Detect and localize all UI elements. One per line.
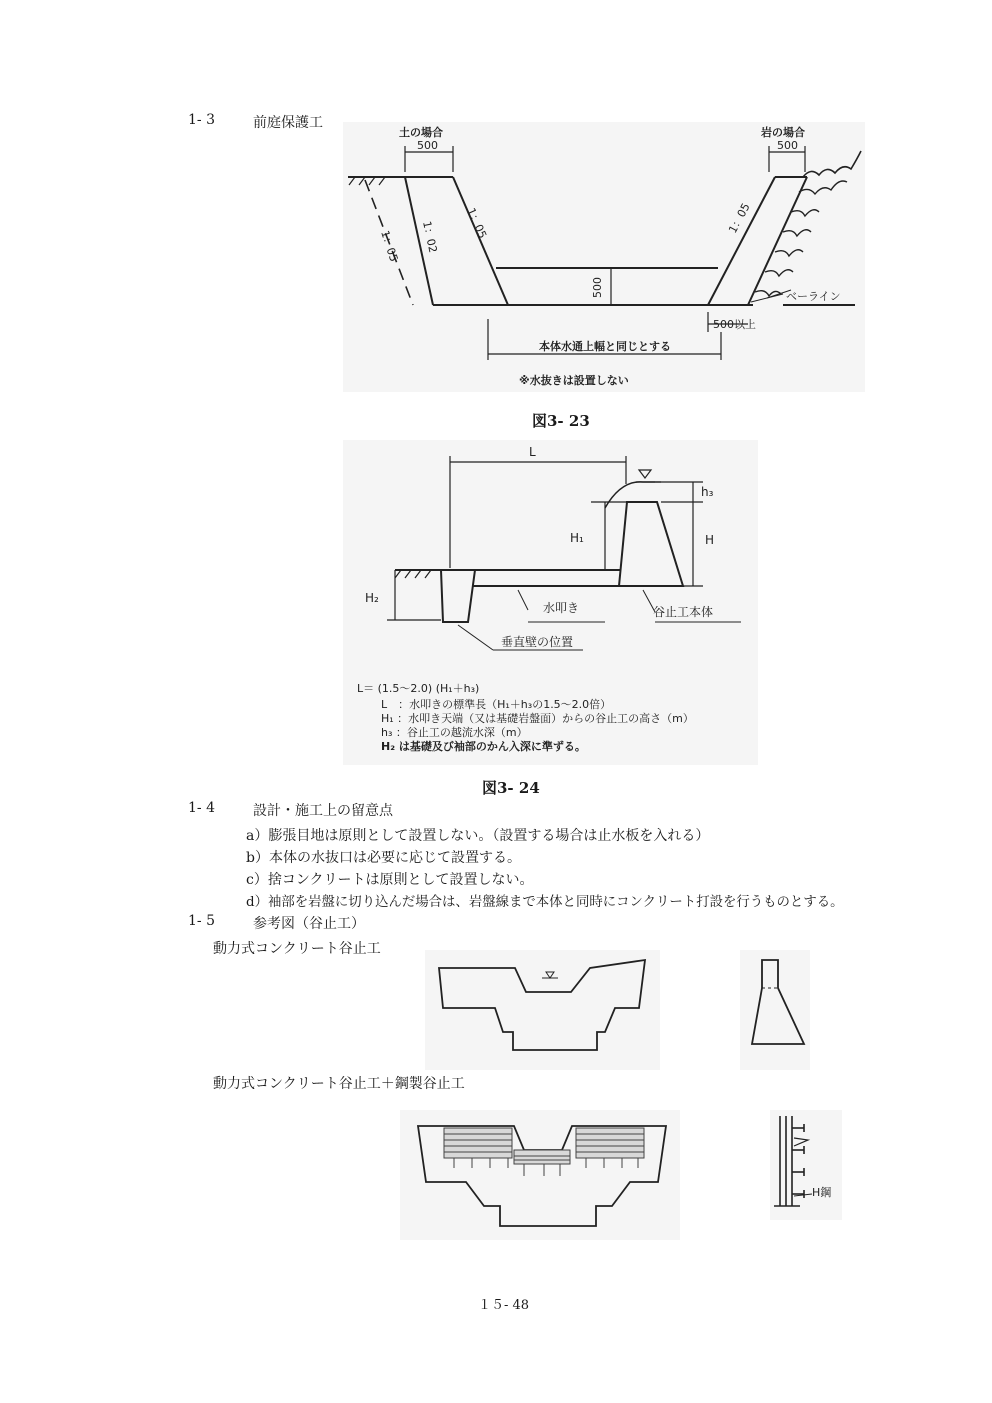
h-steel-label: H鋼 [812,1186,832,1199]
fig24-h3: h₃ [701,485,714,499]
fig23-min-500: 500以上 [713,318,756,331]
section-1-3-title: 前庭保護工 [253,115,323,131]
fig24-dam-body: 谷止工本体 [653,605,714,619]
figure-3-24 [343,440,758,765]
fig24-formula: L＝ (1.5～2.0) (H₁＋h₃) [357,682,480,695]
fig24-legend-L: L ：水叩きの標準長（H₁＋h₃の1.5～2.0倍） [381,698,612,711]
fig24-H: H [705,533,715,547]
fig23-dim-500-left: 500 [417,139,438,152]
reference-drawing-1-front [425,950,660,1070]
figure-3-24-drawing [343,440,758,765]
reference-drawing-2-side [770,1110,842,1220]
reference-drawing-2-front [400,1110,680,1240]
section-1-5-number: 1- 5 [188,913,215,929]
fig23-depth-500: 500 [591,277,604,298]
figure-3-24-caption: 図3- 24 [482,779,540,797]
fig23-slope-105-right: 1：05 [726,201,753,236]
fig23-slope-102: 1：02 [420,219,440,254]
figure-3-23 [343,122,865,392]
fig23-width-note: 本体水通上幅と同じとする [539,340,671,353]
section-1-5-title: 参考図（谷止工） [253,916,365,932]
section-1-3-number: 1- 3 [188,112,215,128]
section-1-4-number: 1- 4 [188,800,215,816]
fig23-drain-note: ※水抜きは設置しない [519,374,629,387]
fig24-L: L [529,445,536,459]
fig24-legend-H1: H₁ ：水叩き天端（又は基礎岩盤面）からの谷止工の高さ（m） [381,712,694,725]
section-1-4-title: 設計・施工上の留意点 [253,803,393,819]
figure-3-23-drawing [343,122,865,392]
fig23-bay-line: ベーライン [786,290,841,303]
fig24-H2: H₂ [365,591,379,605]
reference-1-title: 動力式コンクリート谷止工 [213,941,381,957]
fig23-rock-case: 岩の場合 [761,126,805,139]
fig24-legend-h3: h₃ ：谷止工の越流水深（m） [381,726,528,739]
fig23-soil-case: 土の場合 [399,126,443,139]
figure-3-23-caption: 図3- 23 [532,412,590,430]
page-number: １５- 48 [478,1298,530,1313]
fig24-legend-H2: H₂ は基礎及び袖部のかん入深に準ずる。 [381,740,586,753]
point-d: d）袖部を岩盤に切り込んだ場合は、岩盤線まで本体と同時にコンクリート打設を行うものとする。 [246,895,844,910]
fig23-dim-500-right: 500 [777,139,798,152]
fig24-wall-position: 垂直壁の位置 [501,635,574,649]
point-a: a）膨張目地は原則として設置しない。（設置する場合は止水板を入れる） [246,828,710,844]
point-b: b）本体の水抜口は必要に応じて設置する。 [246,850,521,866]
fig24-apron: 水叩き [543,601,580,615]
point-c: c）捨コンクリートは原則として設置しない。 [246,872,534,888]
fig23-slope-105-outer: 1：05 [378,228,401,264]
reference-drawing-1-side [740,950,810,1070]
reference-2-title: 動力式コンクリート谷止工＋鋼製谷止工 [213,1076,465,1092]
fig23-slope-105-inner: 1：05 [464,205,490,241]
fig24-H1: H₁ [570,531,584,545]
